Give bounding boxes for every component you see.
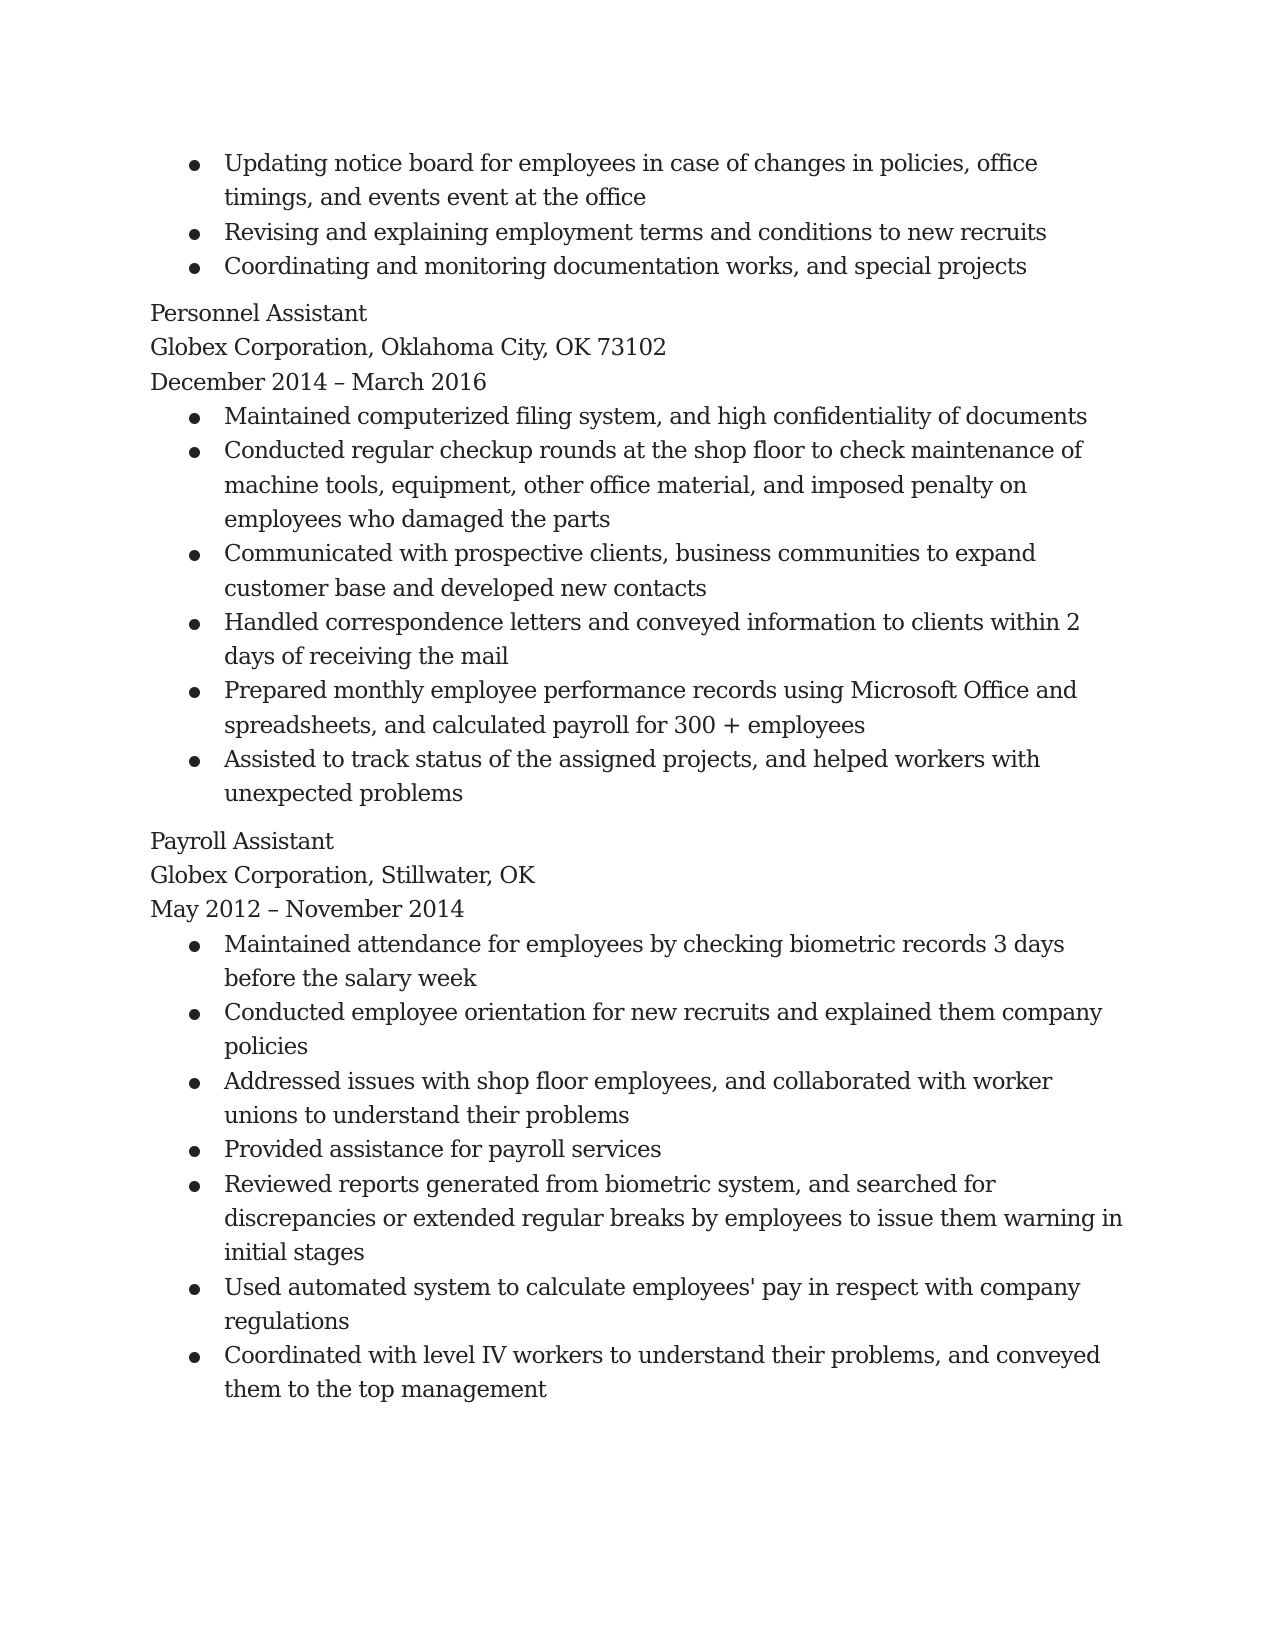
bullet-icon: [189, 1352, 200, 1363]
bullet-icon: [189, 447, 200, 458]
bullet-icon: [189, 756, 200, 767]
list-item: [150, 1271, 1130, 1340]
bullet-icon: [189, 1009, 200, 1020]
bullet-icon: [189, 229, 200, 240]
list-item: [150, 606, 1130, 675]
job-title: Payroll Assistant: [150, 828, 334, 855]
bullet-icon: [189, 413, 200, 424]
list-item: [150, 537, 1130, 606]
bullet-text: Coordinating and monitoring documentation works, and special projects: [224, 253, 1027, 280]
bullet-text: Prepared monthly employee performance records using Microsoft Office and spreadsheets, and calculated payroll for 300 + employees: [224, 678, 1077, 739]
list-item: [150, 1168, 1130, 1271]
bullet-text: Conducted employee orientation for new recruits and explained them company policies: [224, 1000, 1102, 1061]
bullet-text: Provided assistance for payroll services: [224, 1137, 662, 1164]
bullet-text: Communicated with prospective clients, business communities to expand customer base and developed new contacts: [224, 541, 1036, 602]
bullet-text: Revising and explaining employment terms and conditions to new recruits: [224, 219, 1047, 246]
bullet-text: Used automated system to calculate employees' pay in respect with company regulations: [224, 1274, 1080, 1335]
list-item: [150, 250, 1130, 284]
bullet-icon: [189, 1181, 200, 1192]
job-bullet-list: [150, 928, 1130, 1408]
list-item: [150, 743, 1130, 812]
bullet-text: Handled correspondence letters and conveyed information to clients within 2 days of receiving the mail: [224, 609, 1081, 671]
job-company: Globex Corporation, Oklahoma City, OK 73102: [150, 335, 667, 362]
bullet-text: Maintained computerized filing system, and high confidentiality of documents: [224, 404, 1088, 431]
job-entry-payroll-assistant: [150, 825, 1130, 1408]
intro-bullet-list: [150, 147, 1130, 284]
list-item: [150, 400, 1130, 434]
bullet-icon: [189, 619, 200, 630]
list-item: [150, 147, 1130, 216]
list-item: [150, 674, 1130, 743]
bullet-text: Reviewed reports generated from biometric system, and searched for discrepancies or extended regular breaks by employees to issue them warning in initial stages: [224, 1171, 1123, 1267]
list-item: [150, 216, 1130, 250]
list-item: [150, 1065, 1130, 1134]
list-item: [150, 1339, 1130, 1408]
job-entry-personnel-assistant: [150, 297, 1130, 811]
bullet-icon: [189, 263, 200, 274]
bullet-icon: [189, 1284, 200, 1295]
job-bullet-list: [150, 400, 1130, 812]
list-item: [150, 996, 1130, 1065]
bullet-text: Assisted to track status of the assigned projects, and helped workers with unexpected problems: [224, 747, 1040, 808]
job-dates: May 2012 – November 2014: [150, 897, 465, 924]
bullet-text: Conducted regular checkup rounds at the shop floor to check maintenance of machine tools, equipment, other office material, and imposed penalty on employees who damaged the parts: [224, 438, 1082, 533]
job-title: Personnel Assistant: [150, 301, 367, 328]
bullet-icon: [189, 1146, 200, 1157]
bullet-icon: [189, 160, 200, 171]
list-item: [150, 434, 1130, 537]
bullet-text: Addressed issues with shop floor employees, and collaborated with worker unions to understand their problems: [224, 1068, 1052, 1130]
bullet-text: Updating notice board for employees in case of changes in policies, office timings, and events event at the office: [224, 151, 1038, 212]
resume-content: [150, 147, 1130, 1408]
job-dates: December 2014 – March 2016: [150, 369, 487, 396]
bullet-icon: [189, 550, 200, 561]
bullet-icon: [189, 941, 200, 952]
bullet-icon: [189, 687, 200, 698]
list-item: [150, 928, 1130, 997]
bullet-text: Coordinated with level IV workers to understand their problems, and conveyed them to the top management: [224, 1343, 1101, 1404]
bullet-text: Maintained attendance for employees by checking biometric records 3 days before the salary week: [224, 931, 1065, 992]
list-item: [150, 1133, 1130, 1167]
bullet-icon: [189, 1078, 200, 1089]
job-company: Globex Corporation, Stillwater, OK: [150, 862, 535, 889]
